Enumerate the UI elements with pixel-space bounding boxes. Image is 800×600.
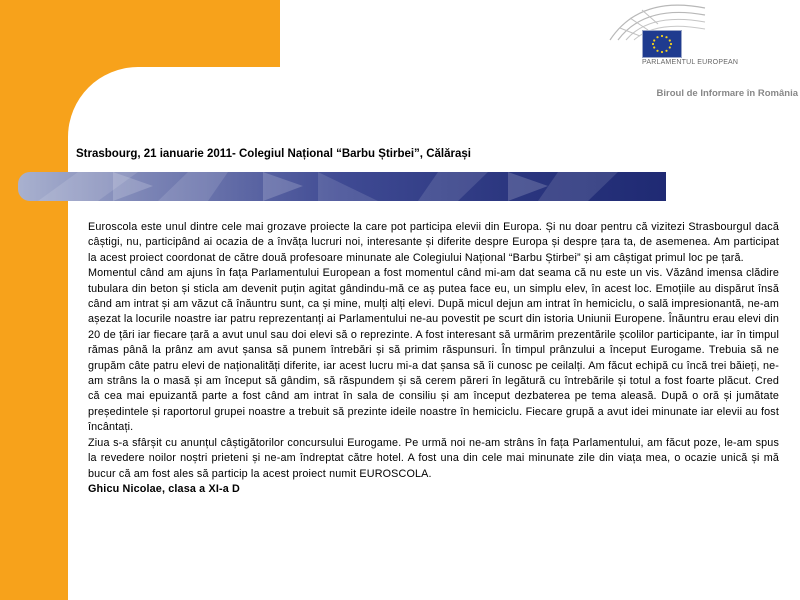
article-paragraph: Momentul când am ajuns în fața Parlamentului European a fost momentul când mi-am dat seama că nu este un vis. Văzând imensa clădire tubulara din beton și sticla am devenit puțin agitat gândindu-mă ce aș putea face eu, un simplu elev, în acest loc. Emoțiile au dispărut însă când am intrat și am văzut că înăuntru sunt, ca și mine, mulți alți elevi. După micul dejun am intrat în hemiciclu, o sală impresionantă, ne-am așezat la locurile noastre iar patru reprezentanți ai Parlamentului ne-au povestit pe scurt din istoria Uniunii Europene. Înăuntru erau elevi din 20 de țări iar fiecare țară a avut unul sau doi elevi să o reprezinte. A fost interesant să urmărim prezentările școlilor participante, iar în timpul rămas până la prânz am avut șansa să punem întrebări și să primim răspunsuri. În timpul prânzului a început Eurogame. Trebuia să ne grupăm câte patru elevi de naționalități diferite, iar acest lucru mi-a dat șansa să îi cunosc pe ceilalți. Am făcut echipă cu încă trei băieți, ne-am strâns la o masă și am început să gândim, să răspundem și să cerem păreri în legătură cu întrebările și totul a fost foarte plăcut. Cred că cea mai epuizantă parte a fost când am intrat în sala de consiliu și am început dezbaterea pe tema aleasă. După o oră și jumătate președintele și raportorul grupei noastre a trebuit să prezinte ideile noastre în hemiciclu. Fiecare grupă a avut idei minunate iar elevii au fost încântați. [88,267,779,434]
article-body [88,220,779,497]
article-paragraph: Euroscola este unul dintre cele mai grozave proiecte la care pot participa elevii din Europa. Și nu doar pentru că vizitezi Strasbourgul dacă câștigi, nu, participând ai ocazia de a învăța lucruri noi, interesante și diferite despre Europa și despre țara ta, de asemenea. Am participat la acest proiect coordonat de către două profesoare minunate ale Colegiului Național “Barbu Știrbei” și am câștigat primul loc pe țară. [88,221,779,264]
page-title: Strasbourg, 21 ianuarie 2011- Colegiul Național “Barbu Știrbei”, Călărași [76,148,471,160]
decorative-banner [18,172,666,201]
article-author: Ghicu Nicolae, clasa a XI-a D [88,482,240,495]
article-paragraph: Ziua s-a sfârșit cu anunțul câștigătorilor concursului Eurogame. Pe urmă noi ne-am strâns în fața Parlamentului, am făcut poze, le-am spus la revedere noilor noștri prieteni și ne-am îndreptat către hotel. A fost una din cele mai minunate zile din viața mea, o ocazie unică și mă bucur că am fost ales să particip la acest proiect numit EUROSCOLA. [88,436,779,480]
eu-flag-icon [642,30,682,58]
logo-text: PARLAMENTUL EUROPEAN [642,59,739,66]
office-label: Biroul de Informare în România [656,88,798,99]
